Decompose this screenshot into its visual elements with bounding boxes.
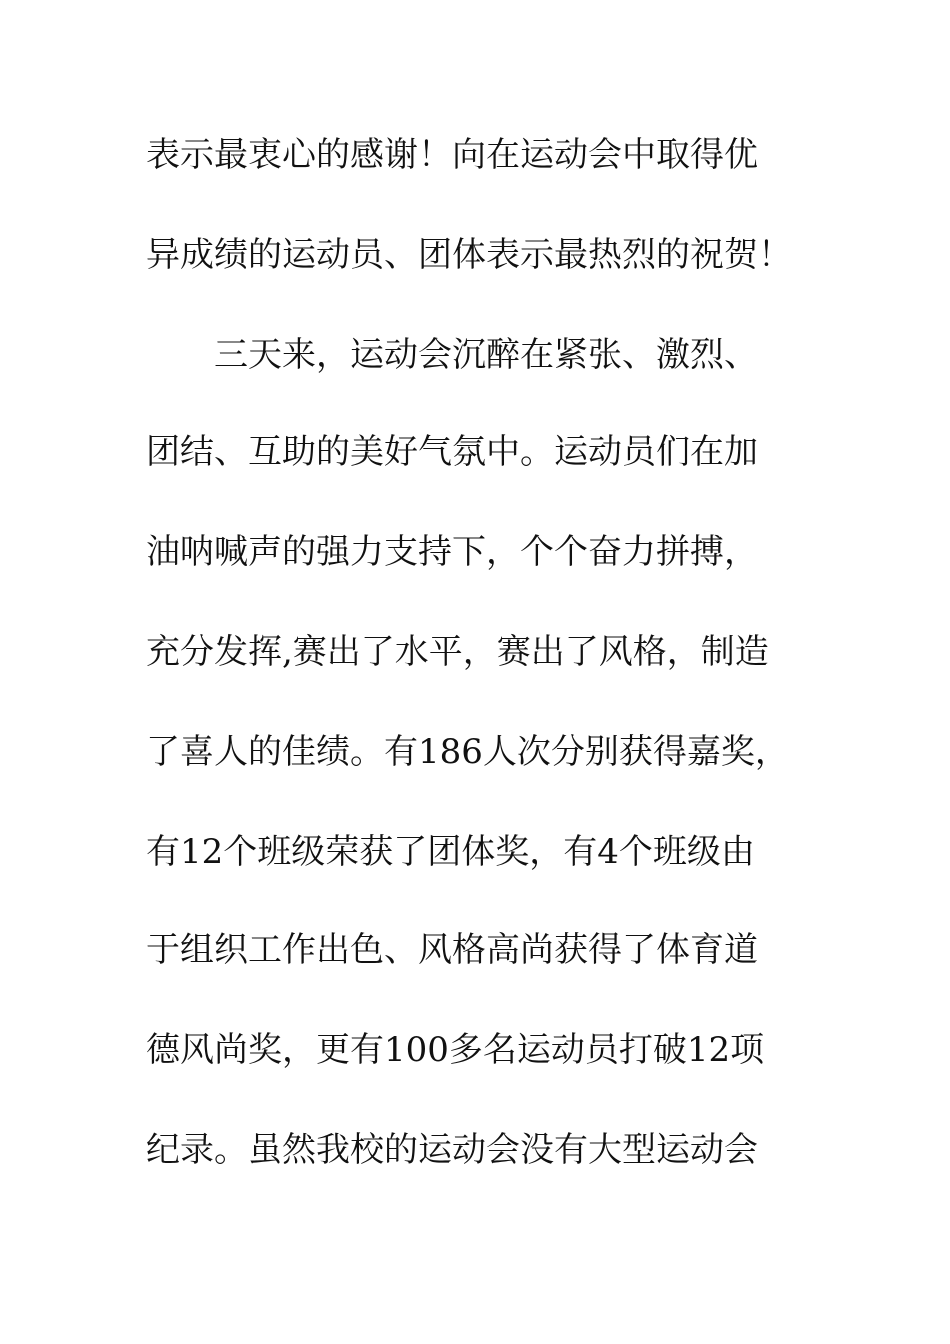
text-line: 了喜人的佳绩。有186人次分别获得嘉奖， <box>146 732 789 772</box>
paragraph-start-line: 三天来，运动会沉醉在紧张、激烈、 <box>214 335 758 375</box>
text-line: 充分发挥,赛出了水平，赛出了风格，制造 <box>146 632 769 672</box>
text-line: 于组织工作出色、风格高尚获得了体育道 <box>146 930 758 970</box>
text-line: 油呐喊声的强力支持下，个个奋力拼搏， <box>146 532 758 572</box>
text-line: 表示最衷心的感谢！向在运动会中取得优 <box>146 135 758 175</box>
text-line: 异成绩的运动员、团体表示最热烈的祝贺！ <box>146 235 792 275</box>
text-line: 团结、互助的美好气氛中。运动员们在加 <box>146 432 758 472</box>
text-line: 纪录。虽然我校的运动会没有大型运动会 <box>146 1130 758 1170</box>
text-line: 有12个班级荣获了团体奖，有4个班级由 <box>146 832 755 872</box>
text-line: 德风尚奖，更有100多名运动员打破12项 <box>146 1030 765 1070</box>
